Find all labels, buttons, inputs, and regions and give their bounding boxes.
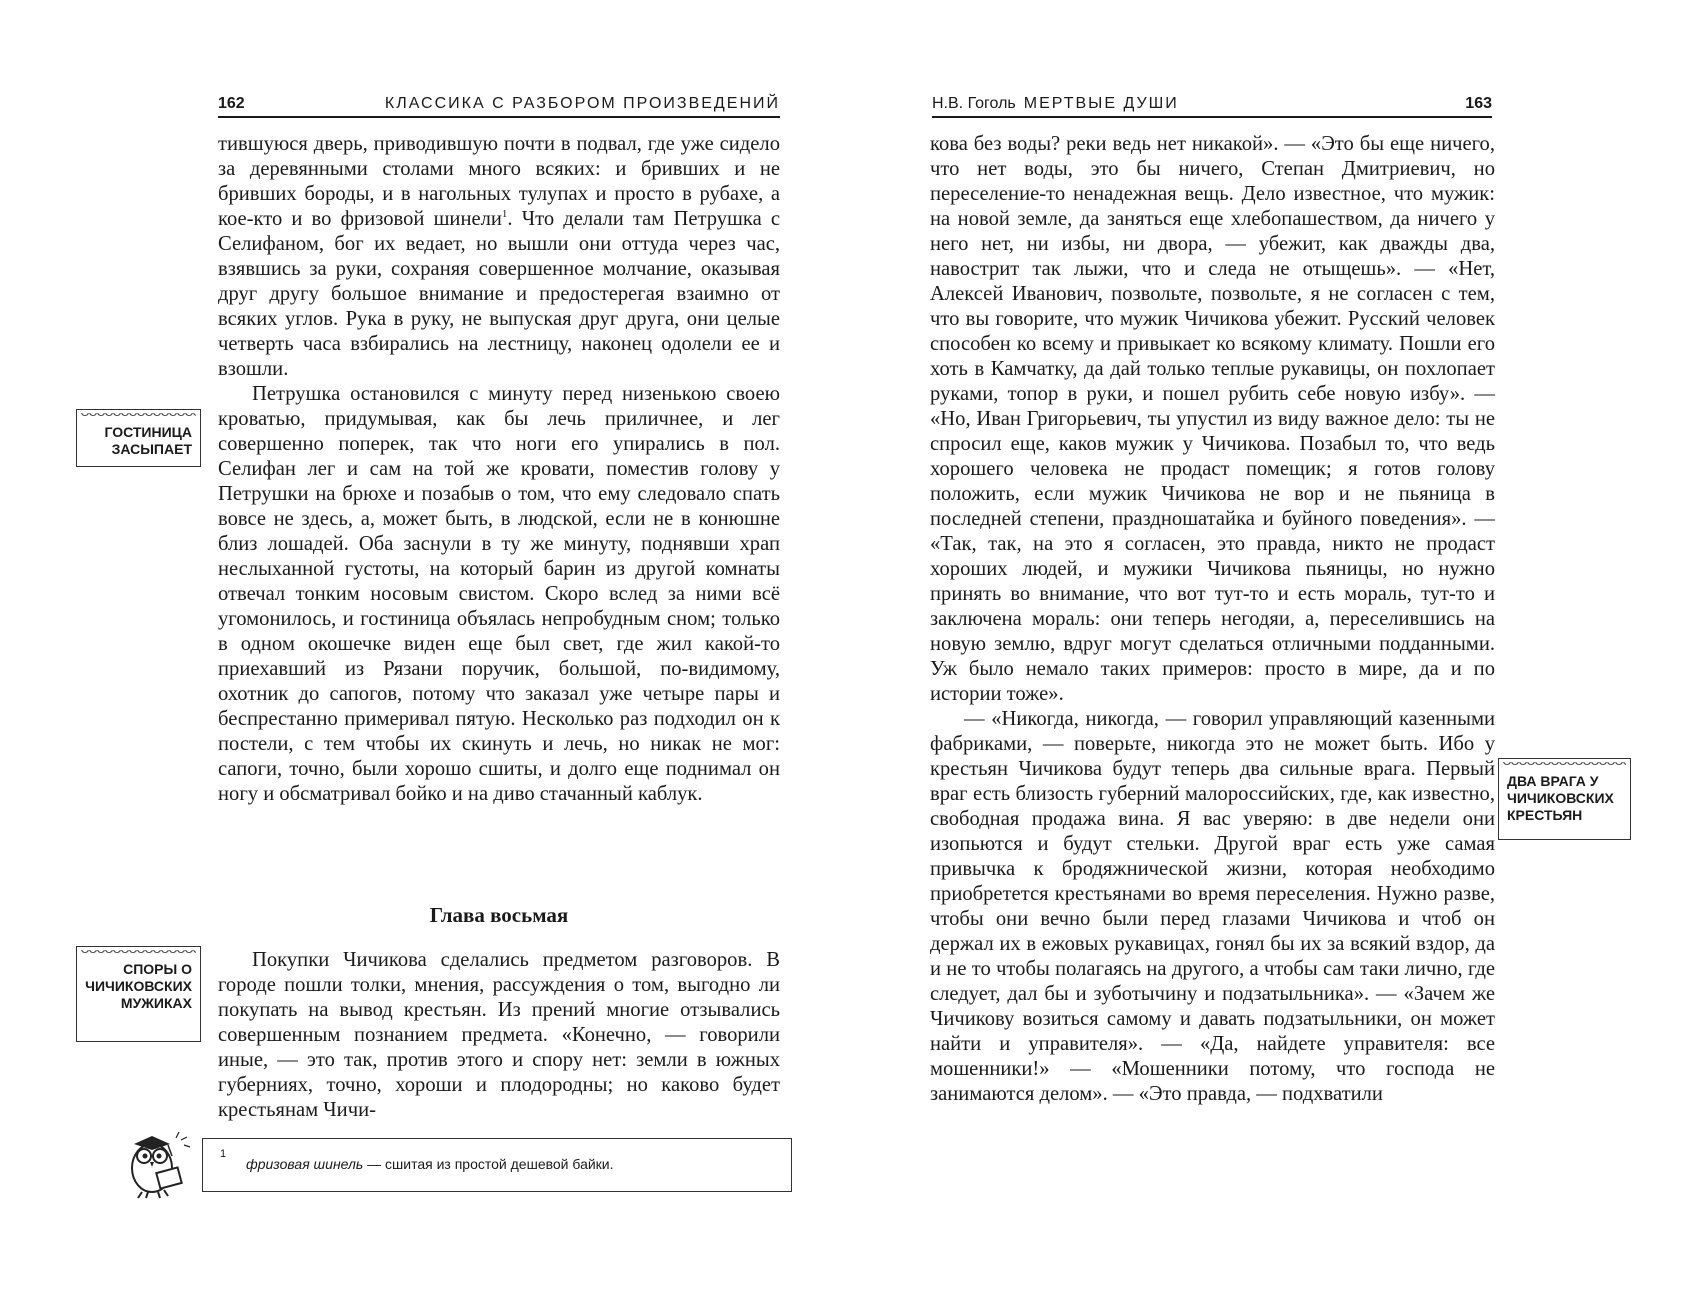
page-number-left: 162 [218,95,245,112]
running-author: Н.В. Гоголь [932,95,1016,112]
owl-reading-icon [120,1118,196,1200]
running-title-right [932,95,1179,113]
footnote-text [246,1156,614,1172]
paragraph-manager: — «Никогда, никогда, — говорил управляющий казенными фабриками, — поверьте, никогда это не может быть. Ибо у крестьян Чичикова будут теперь два сильные врага. Первый враг есть близость губерний малороссийских, где, как известно, свободная продажа вина. Я вас уверяю: в две недели они изопьются и будут стельки. Другой враг есть уже самая привычка к бродяжнической жизни, которая необходимо приобретется крестьянами во время переселения. Нужно разве, чтобы они вечно были перед глазами Чичикова и чтоб он держал их в ежовых рукавицах, гонял бы их за всякий вздор, да и не то чтобы полагаясь на другого, а чтобы сам таки лично, где следует, дал бы и зуботычину и подзатыльника». — «Зачем же Чичикову возиться самому и давать подзатыльники, он может найти и управителя». — «Да, найдете управителя: все мошенники!» — «Мошенники потому, что господа не занимаются делом». — «Это правда, — подхватили [930,708,1495,1105]
running-book-title: МЕРТВЫЕ ДУШИ [1023,95,1179,112]
paragraph-dialogue: кова без воды? реки ведь нет никакой». — «Это бы еще ничего, что нет воды, это бы ничего, Степан Дмитриевич, но переселение-то ненадежная вещь. Дело известное, что мужик: на новой земле, да заняться еще хлебопашеством, да ничего у него нет, ни избы, ни двора, — убежит, как дважды два, навострит так лыжи, что и следа не отыщешь». — «Нет, Алексей Иванович, позвольте, позвольте, я не согласен с тем, что вы говорите, что мужик Чичикова убежит. Русский человек способен ко всему и привыкает ко всякому климату. Пошли его хоть в Камчатку, да дай только теплые рукавицы, он похлопает руками, топор в руки, и пошел рубить себе новую избу». — «Но, Иван Григорьевич, ты упустил из виду важное дело: ты не спросил еще, каков мужик у Чичикова. Позабыл то, что ведь хорошего человека не продаст помещик; я готов голову положить, если мужик Чичикова не вор и не пьяница в последней степени, праздношатайка и буйного поведения». — «Так, так, на это я согласен, это правда, никто не продаст хороших людей, и мужики Чичикова пьяницы, но нужно принять во внимание, что вот тут-то и есть мораль, тут-то и заключена мораль: они теперь негодяи, а, переселившись на новую землю, вдруг могут сделаться отличными подданными. Уж было немало таких примеров: просто в мире, да и по истории тоже». [930,133,1495,705]
footnote-number: 1 [220,1148,227,1160]
paragraph-chapter-start: Покупки Чичикова сделались предметом разговоров. В городе пошли толки, мнения, рассуждения о том, выгодно ли покупать на вывод крестьян. Из прений многие отзывались совершенным познанием предмета. «Конечно, — говорили иные, — это так, против этого и спору нет: земли в южных губерниях, точно, хороши и плодородны; но каково будет крестьянам Чичи- [218,949,780,1121]
paragraph-continued: тившуюся дверь, приводившую почти в подвал, где уже сидело за деревянными столами много всяких: и бривших и не бривших бороды, и в нагольных тулупах и просто в рубахе, а кое-кто и во фризовой шинели [218,133,780,230]
right-page [845,0,1690,1312]
running-head-left [218,92,780,118]
paragraph-petrushka: Петрушка остановился с минуту перед низенькою своею кроватью, придумывая, как бы лечь приличнее, и лег совершенно поперек, так что ноги его упирались в пол. Селифан лег и сам на той же кровати, поместив голову у Петрушки на брюхе и позабыв о том, что ему следовало спать вовсе не здесь, а, может быть, в людской, если не в конюшне близ лошадей. Оба заснули в ту же минуту, поднявши храп неслыханной густоты, на который барин из другой комнаты отвечал тонким носовым свистом. Скоро вслед за ними всё угомонилось, и гостиница объялась непробудным сном; только в одном окошечке виден еще был свет, где жил какой-то приехавший из Рязани поручик, большой, по-видимому, охотник до сапогов, потому что заказал уже четыре пары и беспрестанно примеривал пятую. Несколько раз подходил он к постели, с тем чтобы их скинуть и лечь, но никак не мог: сапоги, точно, были хорошо сшиты, и долго еще поднимал он ногу и обсматривал бойко и на диво стачанный каблук. [218,383,780,805]
running-head-right [932,92,1492,118]
body-text-block-right [930,132,1495,1107]
paragraph-continued-2: Что делали там Петрушка с Селифаном, бог их ведает, но вышли они оттуда через час, взявшись за руки, сохраняя совершенное молчание, оказывая друг другу большое внимание и предостерегая взаимно от всяких углов. Рука в руку, не выпуская друг друга, они целые четверть часа взбирались на лестницу, наконец одолели ее и взошли. [218,208,780,380]
footnote-box [202,1138,792,1192]
footnote-definition: — сшитая из простой дешевой байки. [363,1156,614,1172]
running-title-left: КЛАССИКА С РАЗБОРОМ ПРОИЗВЕДЕНИЙ [384,95,780,112]
footnote-term: фризовая шинель [246,1156,364,1172]
side-note-disputes: СПОРЫ О ЧИЧИКОВСКИХ МУЖИКАХ [76,946,201,1042]
body-text-block-1: тившуюся дверь, приводившую почти в подвал, где уже сидело за деревянными столами много всяких: и бривших и не бривших бороды, и в нагольных тулупах и просто в рубахе, а кое-кто и во фризовой шинели$^1$. Что делали там Петрушка с Селифаном, бог их ведает, но вышли они оттуда через час, взявшись за руки, сохраняя совершенное молчание, оказывая друг другу большое внимание и предостерегая взаимно от всяких углов. Рука в руку, не выпуская друг друга, они целые четверть часа взбирались на лестницу, наконец одолели ее и взошли. Петрушка остановился с минуту перед низенькою своею кроватью, придумывая, как бы лечь приличнее, и лег совершенно поперек, так что ноги его упирались в пол. Селифан лег и сам на той же кровати, поместив голову у Петрушки на брюхе и позабыв о том, что ему следовало спать вовсе не здесь, а, может быть, в людской, если не в конюшне близ лошадей. Оба заснули в ту же минуту, поднявши храп неслыханной густоты, на который барин из другой комнаты отвечал тонким носовым свистом. Скоро вслед за ними всё угомонилось, и гостиница объялась непробудным сном; только в одном окошечке виден еще был свет, где жил какой-то приехавший из Рязани поручик, большой, по-видимому, охотник до сапогов, потому что заказал уже четыре пары и беспрестанно примеривал пятую. Несколько раз подходил он к постели, с тем чтобы их скинуть и лечь, но никак не мог: сапоги, точно, были хорошо сшиты, и долго еще поднимал он ногу и обсматривал бойко и на диво стачанный каблук. [218,133,780,805]
side-note-hotel-falls-asleep: ГОСТИНИЦА ЗАСЫПАЕТ [76,409,201,467]
footnote-reference[interactable]: 1 [501,208,508,221]
body-text-block-2 [218,948,780,1123]
chapter-title: Глава восьмая [429,903,569,927]
page-number-right: 163 [1465,95,1492,112]
side-note-two-enemies: ДВА ВРАГА У ЧИЧИКОВСКИХ КРЕСТЬЯН [1498,758,1631,840]
